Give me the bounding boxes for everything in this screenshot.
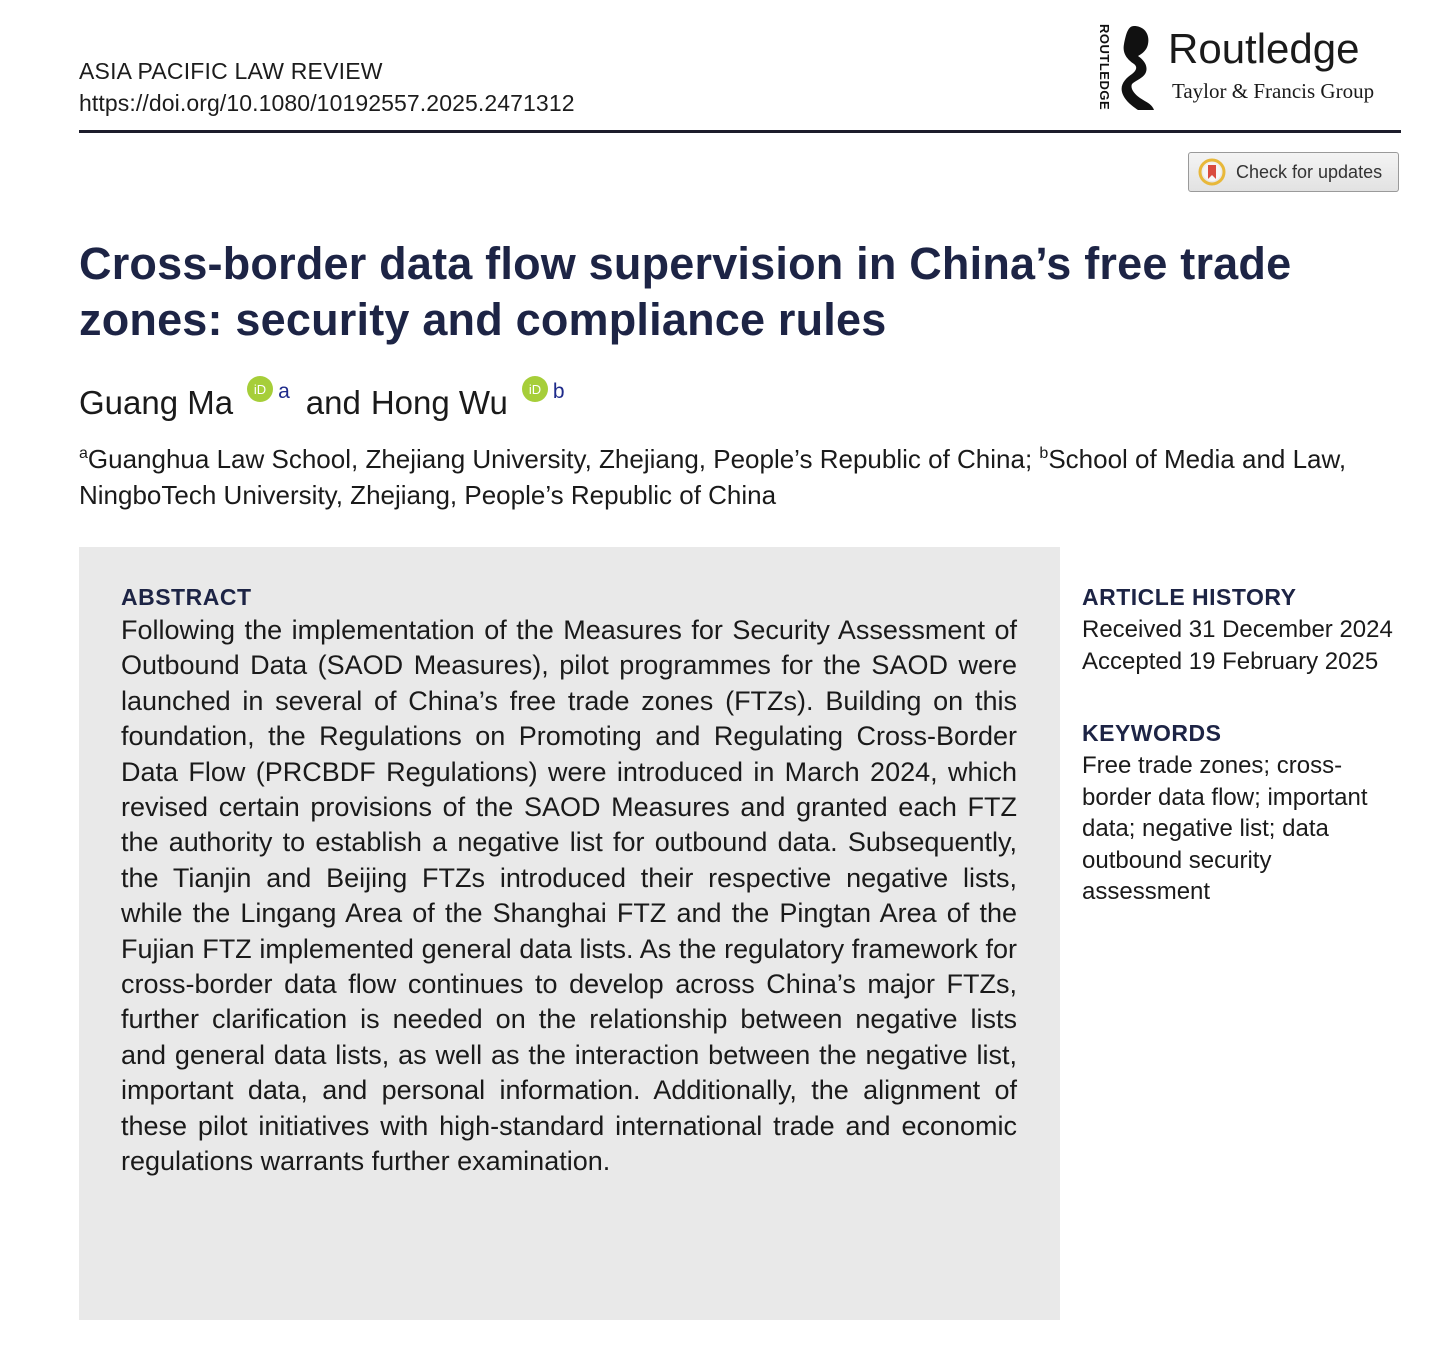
keywords-section — [1082, 716, 1402, 908]
routledge-profile-icon — [1114, 24, 1156, 112]
article-sidebar — [1082, 580, 1402, 908]
abstract-panel — [79, 547, 1060, 1320]
svg-text:iD: iD — [253, 382, 267, 397]
accepted-date: Accepted 19 February 2025 — [1082, 648, 1379, 675]
affiliations — [79, 441, 1399, 513]
doi-link[interactable]: https://doi.org/10.1080/10192557.2025.2471312 — [79, 90, 575, 116]
publisher-vertical-text: ROUTLEDGE — [1097, 24, 1112, 111]
affiliation-mark[interactable]: b — [552, 380, 565, 403]
crossmark-icon — [1198, 158, 1226, 186]
orcid-icon[interactable] — [522, 376, 548, 402]
article-history-heading: ARTICLE HISTORY — [1082, 584, 1297, 610]
check-for-updates-label: Check for updates — [1236, 161, 1383, 182]
author-list — [79, 370, 565, 425]
abstract-text: Following the implementation of the Measures for Security Assessment of Outbound Data (SAOD Measures), pilot programmes for the SAOD were launched in several of China’s free trade zones (FTZs). Building on this foundation, the Regulations on Promoting and Regulating Cross-Border Data Flow (PRCBDF Regulations) were introduced in March 2024, which revised certain provisions of the SAOD Measures and granted each FTZ the authority to establish a negative list for outbound data. Subsequently, the Tianjin and Beijing FTZs introduced their respective negative lists, while the Lingang Area of the Shanghai FTZ and the Pingtan Area of the Fujian FTZ implemented general data lists. As the regulatory framework for cross-border data flow continues to develop across China’s major FTZs, further clarification is needed on the relationship between negative lists and general data lists, as well as the interaction between the negative list, important data, and personal information. Additionally, the alignment of these pilot initiatives with high-standard international trade and economic regulations warrants further examination. — [121, 615, 1017, 1177]
check-for-updates-button[interactable] — [1188, 152, 1399, 192]
keywords-heading: KEYWORDS — [1082, 720, 1222, 746]
received-date: Received 31 December 2024 — [1082, 616, 1393, 643]
keywords-list: Free trade zones; cross-border data flow; important data; negative list; data outbound security assessment — [1082, 752, 1368, 905]
author-name[interactable]: Hong Wu — [370, 384, 508, 421]
affiliation-mark: a — [79, 445, 88, 462]
svg-text:iD: iD — [528, 382, 541, 397]
author-name[interactable]: Guang Ma — [79, 384, 234, 421]
article-history — [1082, 580, 1402, 678]
affiliation-mark[interactable]: a — [278, 380, 290, 403]
affiliation-mark: b — [1039, 445, 1049, 462]
affiliation-text: School of Media and Law, NingboTech University, Zhejiang, People’s Republic of China — [79, 444, 1347, 510]
publisher-group: Taylor & Francis Group — [1172, 79, 1375, 103]
publisher-logo — [1094, 24, 1406, 112]
publisher-name: Routledge — [1168, 25, 1360, 72]
orcid-icon[interactable] — [247, 376, 273, 402]
article-title: Cross-border data flow supervision in China’s free trade zones: security and compliance rules — [79, 238, 1292, 345]
authors-connector: and — [305, 384, 361, 421]
journal-name: ASIA PACIFIC LAW REVIEW — [79, 58, 383, 84]
affiliation-text: Guanghua Law School, Zhejiang University, Zhejiang, People’s Republic of China; — [87, 444, 1033, 474]
abstract-heading: ABSTRACT — [121, 584, 252, 610]
journal-header — [79, 55, 575, 119]
header-divider — [79, 130, 1401, 133]
